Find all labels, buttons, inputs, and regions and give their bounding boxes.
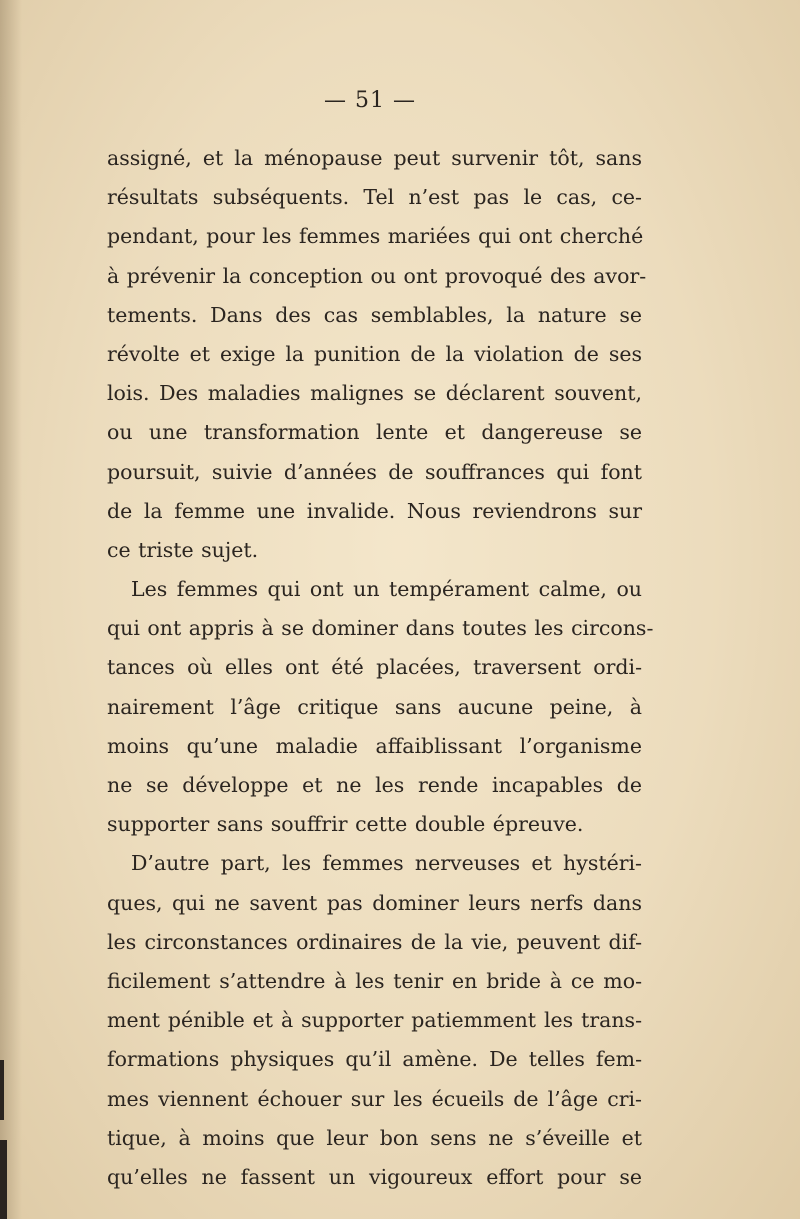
text-line: les circonstances ordinaires de la vie, peuvent dif- bbox=[107, 929, 642, 954]
text-line: qui ont appris à se dominer dans toutes les circons- bbox=[107, 616, 654, 641]
page-number: — 51 — bbox=[324, 88, 416, 113]
text-line: formations physiques qu’il amène. De telles fem- bbox=[107, 1047, 642, 1072]
text-line: nairement l’âge critique sans aucune peine, à bbox=[107, 694, 642, 719]
paragraph bbox=[107, 844, 642, 1197]
text-line: résultats subséquents. Tel n’est pas le cas, ce- bbox=[107, 185, 642, 210]
text-line: assigné, et la ménopause peut survenir tôt, sans bbox=[107, 146, 642, 170]
text-line: ce triste sujet. bbox=[107, 537, 259, 562]
text-line: à prévenir la conception ou ont provoqué des avor- bbox=[107, 263, 647, 288]
text-line: ques, qui ne savent pas dominer leurs nerfs dans bbox=[107, 890, 642, 915]
text-line: ficilement s’attendre à les tenir en bride à ce mo- bbox=[107, 968, 642, 993]
text-line: mes viennent échouer sur les écueils de l’âge cri- bbox=[107, 1086, 642, 1111]
text-line: lois. Des maladies malignes se déclarent souvent, bbox=[107, 381, 642, 406]
text-line: moins qu’une maladie affaiblissant l’organisme bbox=[107, 733, 642, 758]
paragraph bbox=[107, 570, 654, 844]
text-line: ou une transformation lente et dangereuse se bbox=[107, 420, 642, 445]
text-line: ment pénible et à supporter patiemment les trans- bbox=[107, 1008, 642, 1033]
text-line: révolte et exige la punition de la violation de ses bbox=[107, 341, 642, 366]
text-line: supporter sans souffrir cette double épreuve. bbox=[107, 812, 584, 837]
text-line: D’autre part, les femmes nerveuses et hystéri- bbox=[131, 851, 642, 876]
text-line: qu’elles ne fassent un vigoureux effort pour se bbox=[107, 1164, 642, 1189]
paragraph bbox=[107, 139, 647, 570]
text-line: ne se développe et ne les rende incapables de bbox=[107, 773, 642, 797]
binding-mark bbox=[0, 1140, 7, 1219]
text-line: poursuit, suivie d’années de souffrances qui font bbox=[107, 459, 642, 484]
body-text bbox=[107, 139, 654, 1197]
text-line: Les femmes qui ont un tempérament calme, ou bbox=[131, 577, 642, 602]
text-line: tique, à moins que leur bon sens ne s’éveille et bbox=[107, 1125, 642, 1150]
text-line: pendant, pour les femmes mariées qui ont cherché bbox=[107, 224, 644, 249]
text-line: tements. Dans des cas semblables, la nature se bbox=[107, 302, 642, 327]
binding-mark bbox=[0, 1060, 4, 1120]
page-edge-shadow bbox=[0, 0, 22, 1219]
text-line: tances où elles ont été placées, traversent ordi- bbox=[107, 655, 642, 680]
text-line: de la femme une invalide. Nous reviendrons sur bbox=[107, 498, 642, 523]
